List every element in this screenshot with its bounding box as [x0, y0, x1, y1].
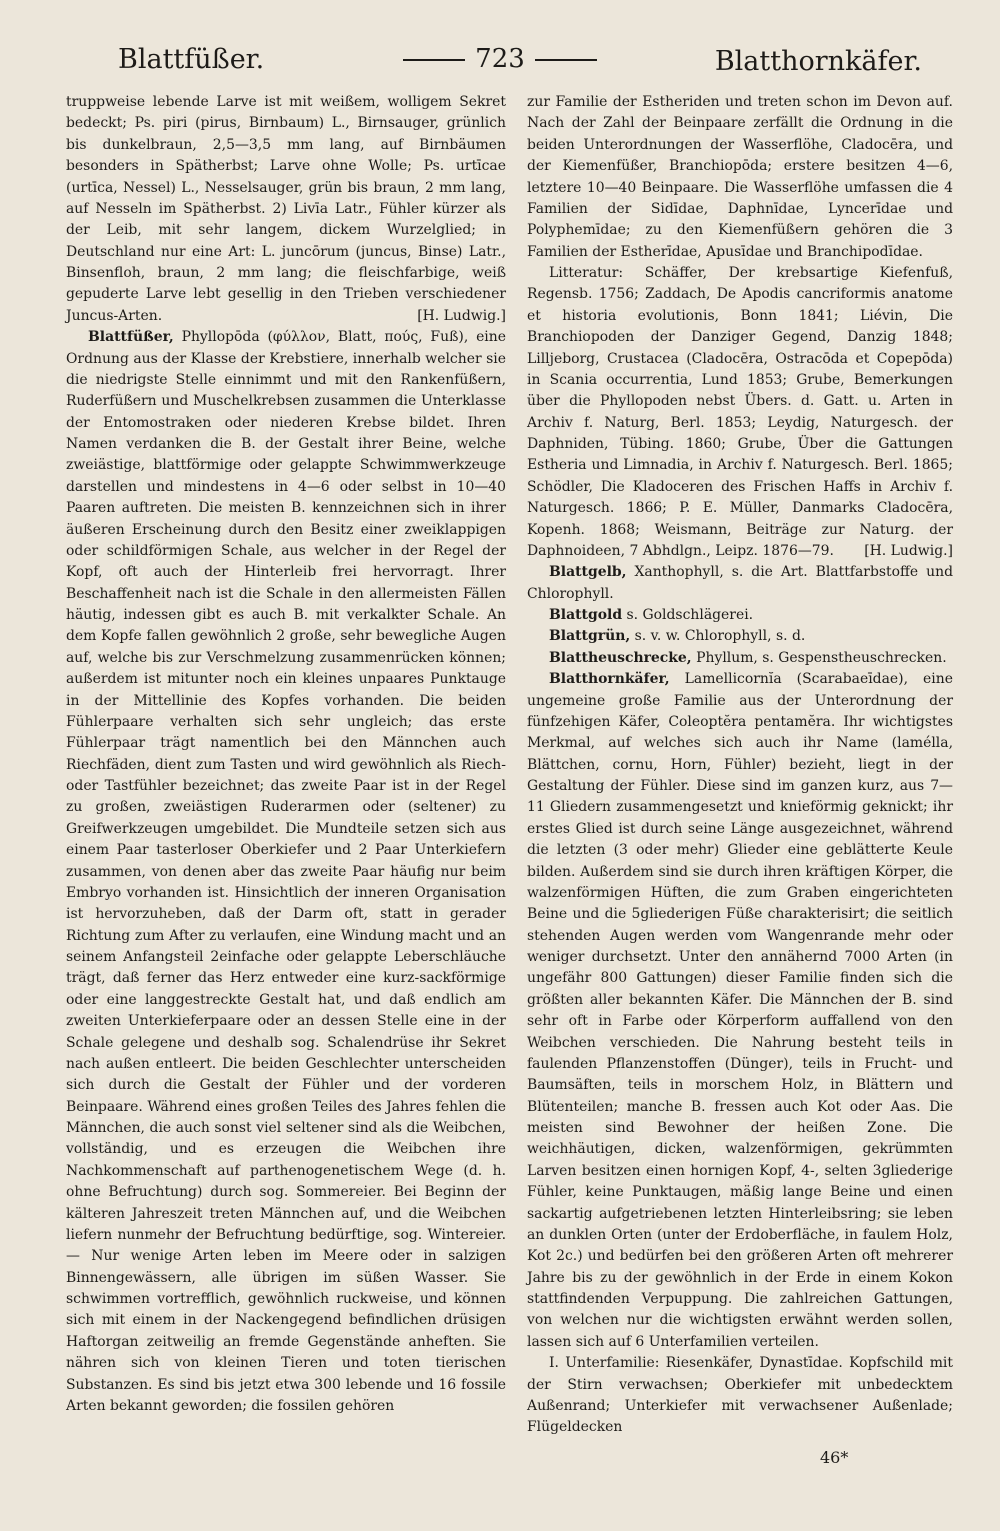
entry-headword: Blatthornkäfer,: [549, 671, 670, 688]
entry-headword: Blattgold: [549, 607, 623, 623]
entry-continuation-phyllopoda: [527, 92, 953, 263]
author-signature: [H. Ludwig.]: [864, 542, 953, 559]
entry-text: Lamellicornĭa (Scarabaeīdae), eine ungemeine große Familie aus der Unterordnung der fünfzehigen Käfer, Coleoptĕra pentamĕra. Ihr wichtigstes Merkmal, auf welches sich auch ihr Name (lamélla, Blättchen, cornu, Horn, Fühler) bezieht, liegt in der Gestaltung der Fühler. Diese sind im ganzen kurz, aus 7—11 Gliedern zusammengesetzt und knieförmig geknickt; ihr erstes Glied ist durch seine Länge ausgezeichnet, während die letzten (3 oder mehr) Glieder eine geblätterte Keule bilden. Außerdem sind sie durch ihren kräftigen Körper, die walzenförmigen Hüften, die zum Graben eingerichteten Beine und die 5gliederigen Füße charakterisirt; die seitlich stehenden Augen werden vom Wangenrande mehr oder weniger durchsetzt. Unter den annähernd 7000 Arten (in ungefähr 800 Gattungen) dieser Familie finden sich die größten aller bekannten Käfer. Die Männchen der B. sind sehr oft in Farbe oder Körperform auffallend von den Weibchen verschieden. Die Nahrung besteht teils in faulenden Pflanzenstoffen (Dünger), teils in Frucht- und Baumsäften, teils in morschem Holz, in Blättern und Blütenteilen; manche B. fressen auch Kot oder Aas. Die meisten sind Bewohner der heißen Zone. Die weichhäutigen, dicken, walzenförmigen, gekrümmten Larven besitzen einen hornigen Kopf, 4-, selten 3gliederige Fühler, keine Punktaugen, mäßig lange Beine und einen sackartig aufgetriebenen letzten Hinterleibsring; sie leben an dunklen Orten (unter der Erdoberfläche, in faulem Holz, Kot 2c.) und bedürfen bei den größeren Arten oft mehrerer Jahre bis zu der gewöhnlich in der Erde in einem Kokon stattfindenden Verpuppung. Die zahlreichen Gattungen, von welchen nur die wichtigsten erwähnt werden sollen, lassen sich auf 6 Unterfamilien verteilen.: [527, 671, 953, 1350]
subfamily-section: [527, 1353, 953, 1439]
entry-text: Phyllum, s. Gespenstheuschrecken.: [691, 649, 947, 666]
page-number: 723: [475, 44, 525, 74]
entry-blattgruen: [527, 626, 953, 647]
header-rule-left: [403, 59, 465, 61]
entry-headword: Blattheuschrecke,: [549, 649, 692, 666]
entry-blattheuschrecke: [527, 648, 953, 669]
entry-text: truppweise lebende Larve ist mit weißem, wolligem Sekret bedeckt; Ps. piri (pirus, Birnbaum) L., Birnsauger, grünlich bis dunkelbraun, 2,5—3,5 mm lang, auf Birnbäumen besonders in Spätherbst; Larve ohne Wolle; Ps. urtīcae (urtīca, Nessel) L., Nesselsauger, grün bis braun, 2 mm lang, auf Nesseln im Spätherbst. 2) Livīa Latr., Fühler kürzer als der Leib, mit sehr langem, dickem Wurzelglied; in Deutschland nur eine Art: L. juncōrum (juncus, Binse) Latr., Binsenfloh, braun, 2 mm lang; die fleischfarbige, weiß gepuderte Larve lebt gesellig in den Trieben verschiedener Juncus-Arten.: [66, 94, 506, 324]
entry-text: Xanthophyll, s. die Art. Blattfarbstoffe und Chlorophyll.: [527, 564, 953, 602]
entry-text: I. Unterfamilie: Riesenkäfer, Dynastīdae. Kopfschild mit der Stirn verwachsen; Oberkiefer mit unbedecktem Außenrand; Unterkiefer mit verwachsener Außenlade; Flügeldecken: [527, 1355, 953, 1436]
literature-text: Litteratur: Schäffer, Der krebsartige Kiefenfuß, Regensb. 1756; Zaddach, De Apodis cancriformis anatome et historia evolutionis, Bonn 1841; Liévin, Die Branchiopoden der Danziger Gegend, Danzig 1848; Lilljeborg, Crustacea (Cladocēra, Ostracōda et Copepōda) in Scania occurrentia, Lund 1853; Grube, Bemerkungen über die Phyllopoden nebst Übers. d. Gatt. u. Arten in Archiv f. Naturg, Berl. 1853; Leydig, Naturgesch. der Daphniden, Tübing. 1860; Grube, Über die Gattungen Estheria und Limnadia, in Archiv f. Naturgesch. Berl. 1865; Schödler, Die Kladoceren des Frischen Haffs in Archiv f. Naturgesch. 1866; P. E. Müller, Danmarks Cladocēra, Kopenh. 1868; Weismann, Beiträge zur Naturg. der Daphnoideen, 7 Abhdlgn., Leipz. 1876—79.: [527, 265, 953, 559]
entry-text: Phyllopōda (φύλλον, Blatt, πούς, Fuß), eine Ordnung aus der Klasse der Krebstiere, innerhalb welcher sie die niedrigste Stelle einnimmt und mit den Rankenfüßern, Ruderfüßern und Muschelkrebsen zusammen die Unterklasse der Entomostraken oder niederen Krebse bildet. Ihren Namen verdanken die B. der Gestalt ihrer Beine, welche zweiästige, blattförmige oder gelappte Schwimmwerkzeuge darstellen und mindestens in 4—6 oder selbst in 10—40 Paaren auftreten. Die meisten B. kennzeichnen sich in ihrer äußeren Erscheinung durch den Besitz einer zweiklappigen oder schildförmigen Schale, aus welcher in der Regel der Kopf, oft auch der Hinterleib frei hervorragt. Ihrer Beschaffenheit nach ist die Schale in den allermeisten Fällen häutig, indessen gibt es auch B. mit verkalkter Schale. An dem Kopfe fallen gewöhnlich 2 große, sehr bewegliche Augen auf, welche bis zur Verschmelzung zusammenrücken können; außerdem ist mitunter noch ein kleines unpaares Punktauge in der Mittellinie des Kopfes vorhanden. Die beiden Fühlerpaare verhalten sich sehr ungleich; das erste Fühlerpaar trägt namentlich bei den Männchen auch Riechfäden, dient zum Tasten und wird gewöhnlich als Riech- oder Tastfühler bezeichnet; das zweite Paar ist in der Regel zu großen, zweiästigen Ruderarmen oder (seltener) zu Greifwerkzeugen umgebildet. Die Mundteile setzen sich aus einem Paar tasterloser Oberkiefer und 2 Paar Unterkiefern zusammen, von denen aber das zweite Paar häufig nur beim Embryo vorhanden ist. Hinsichtlich der inneren Organisation ist hervorzuheben, daß der Darm oft, statt in gerader Richtung zum After zu verlaufen, eine Windung macht und an seinem Anfangsteil 2einfache oder gelappte Leberschläuche trägt, daß ferner das Herz entweder eine kurz-sackförmige oder eine langgestreckte Gestalt hat, und daß endlich am zweiten Unterkieferpaare oder an dessen Stelle eine in der Schale gelegene und deshalb sog. Schalendrüse ihr Sekret nach außen entleert. Die beiden Geschlechter unterscheiden sich durch die Gestalt der Fühler und der vorderen Beinpaare. Während eines großen Teiles des Jahres fehlen die Männchen, die auch sonst viel seltener sind als die Weibchen, vollständig, und es erzeugen die Weibchen ihre Nachkommenschaft auf parthenogenetischem Wege (d. h. ohne Befruchtung) durch sog. Sommereier. Bei Beginn der kälteren Jahreszeit treten Männchen auf, und die Weibchen liefern nunmehr der Befruchtung bedürftige, sog. Wintereier. — Nur wenige Arten leben im Meere oder in salzigen Binnengewässern, alle übrigen im süßen Wasser. Sie schwimmen vortrefflich, gewöhnlich ruckweise, und können sich mit einem in der Nackengegend befindlichen drüsigen Haftorgan zeitweilig an fremde Gegenstände anheften. Sie nähren sich von kleinen Tieren und toten tierischen Substanzen. Es sind bis jetzt etwa 300 lebende und 16 fossile Arten bekannt geworden; die fossilen gehören: [66, 329, 506, 1414]
entry-blatthornkaefer: [527, 669, 953, 1353]
header-right-keyword: Blatthornkäfer.: [714, 46, 922, 77]
right-column: [527, 92, 953, 1439]
entry-headword: Blattgelb,: [549, 564, 627, 581]
entry-blattfuesser: [66, 327, 506, 1417]
header-rule-right: [535, 59, 597, 61]
author-signature: [H. Ludwig.]: [417, 307, 506, 324]
entry-continuation-psylla: [66, 92, 506, 327]
entry-text: s. Goldschlägerei.: [622, 607, 754, 623]
left-column: [66, 92, 506, 1417]
entry-headword: Blattfüßer,: [88, 329, 174, 346]
literature-section: [527, 263, 953, 562]
entry-text: s. v. w. Chlorophyll, s. d.: [630, 628, 806, 645]
header-left-keyword: Blattfüßer.: [118, 44, 265, 75]
signature-mark: 46*: [820, 1448, 849, 1467]
entry-text: zur Familie der Estheriden und treten schon im Devon auf. Nach der Zahl der Beinpaare zerfällt die Ordnung in die beiden Unterordnungen der Wasserflöhe, Cladocēra, und der Kiemenfüßer, Branchiopōda; erstere besitzen 4—6, letztere 10—40 Beinpaare. Die Wasserflöhe umfassen die 4 Familien der Sidīdae, Daphnīdae, Lyncerīdae und Polyphemīdae; zu den Kiemenfüßern gehören die 3 Familien der Estherīdae, Apusīdae und Branchipodīdae.: [527, 94, 953, 260]
running-header: [0, 32, 1000, 92]
entry-headword: Blattgrün,: [549, 628, 631, 645]
entry-blattgold: [527, 605, 953, 626]
entry-blattgelb: [527, 562, 953, 605]
